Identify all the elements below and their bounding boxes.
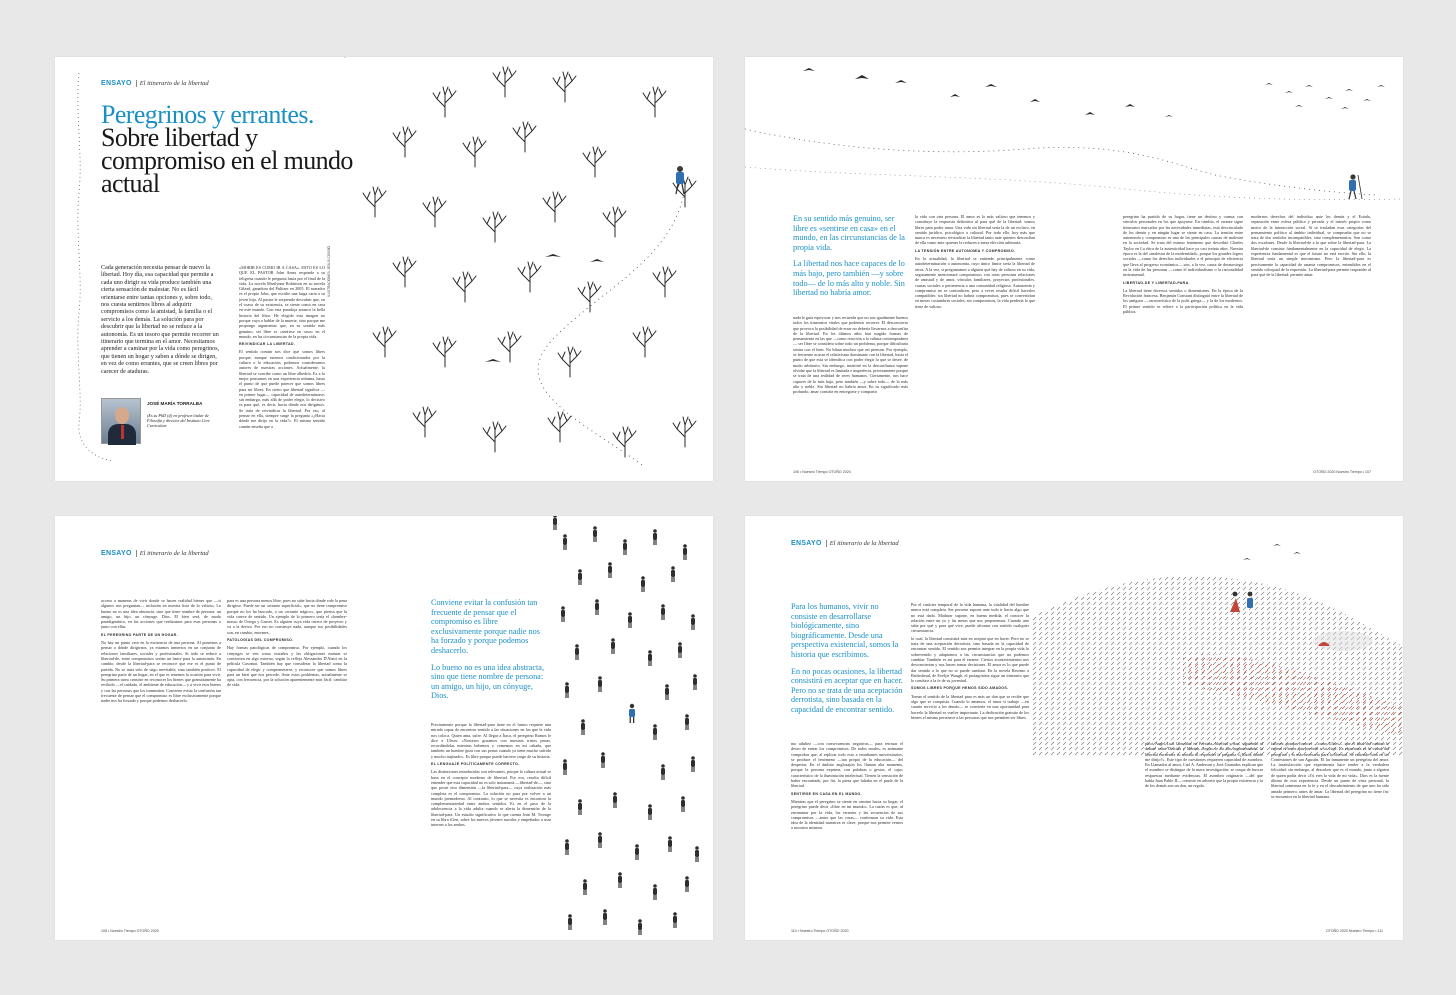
body-paragraph: La libertad tiene diversos sentidos o dimensiones. En la época de la Revolución francesa, Benjamin Constant distinguió entre la libertad de los antiguos —característica de la polis griega— y la de los modernos. El primer sentido se refiere a la participación política en la vida pública.: [1123, 287, 1243, 315]
body-column: [911, 602, 1029, 924]
folio-left: 108 • Nuestro Tiempo OTOÑO 2020: [101, 929, 159, 933]
walker-figure: [676, 166, 684, 194]
pull-quote: En su sentido más genuino, ser libre es «sentirse en casa» en el mundo, en las circunstancias de la propia vida.: [793, 214, 905, 252]
section-heading: REIVINDICAR LA LIBERTAD.: [239, 342, 296, 347]
body-column: plicó Ángel Luis González en Persona, libertad y don, siguiendo el debate entre Derrida y Marion. Según se ha ido argumentando, la libertad encuentra su sentido al responder la pregunta «¿Hacia dónde me dirijo?». Este tipo de cuestiones requieren capacidad de asombro. En Llamados al amor, Carl A. Anderson y José Granados explican que el asombro se distingue de la mera investigación: se ocupa de buscar respuestas mediante evidencias. El asombro originario —del que habla Juan Pablo II— consiste en advertir que la propia existencia y la de los demás son un don, un regalo.: [1145, 741, 1263, 789]
body-paragraph: mo adultez —con consecuencias negativas— para retrasar el deseo de entrar los compromisos. De todos modos, es animante comprobar que, al replicar todo esto a estudiantes universitarios, se produce el fenómeno —tan propio de la educación— del despertar. En el ámbito anglosajón los llaman aha moments, porque la persona exprima, con palabras o gestos, el «aja» característico de la iluminación intelectual. Tienen la sensación de haber encontrado, por fin, la pieza que faltaba en el puzle de la libertad.: [791, 741, 903, 789]
section-label: [791, 540, 899, 547]
body-paragraph: Tomar el sentido de la libertad para es más un don que se recibe que algo que se conquista. Cuando lo amamos, el amor sí trabajo —en cuanto servicio a los demás— se convierte en una oportunidad para hacerlo la libertad se vuelve importante. La dedicación gratuita de los bienes el mismo pertenece a las personas que nos permiten ser libres.: [911, 693, 1029, 720]
article-title: [101, 100, 361, 198]
section-subtitle: El itinerario de la libertad: [136, 550, 209, 557]
body-paragraph: para es una persona menos libre, pues no sabe hacia dónde vale la pena dirigirse. Puede ser un «errante superficial», que no tiene compromiso porque no los ha buscado, o un «errante trágico», que piensa que la vida carece de sentido. Un ejemplo de lo primero sería el «hombre-masa» de Ortega y Gasset. Es alguien cuya vida carece de proyecto y va a la deriva. Por eso no construye nada, aunque sus posibilidades son, en cambio, enormes.: [227, 598, 347, 635]
author-name: JOSÉ MARÍA TORRALBA: [147, 401, 203, 406]
pull-quote: Conviene evitar la confusión tan frecuente de pensar que el compromiso es libre exclusivamente porque nadie nos ha forzado y porque podemos deshacerlo.: [431, 598, 540, 655]
section-label: [101, 80, 209, 87]
body-paragraph: Por el carácter temporal de la vida humana, la vitalidad del hombre nunca está completa. Ser persona supone ante todo ir hacia algo que no está dado. Madurar supone, en buena medida, el conocer la relación entre un yo y las metas que nos proponemos. Cuando uno sabe por qué y para qué vive, puede afrontar con sentido cualquier circunstancia.: [911, 602, 1029, 634]
body-paragraph: Mientras que el peregrino se siente en camino hacia su hogar, el peregrino puede decir «libre en mi mundo». La razón es que, al encaminar por la vida, los errantes y las secuencias de sus compromisos —antes que las cosas— conforman su vida. Esta idea de la identidad narrativa es clave, porque nos permite vernos a nosotros mismos.: [791, 798, 903, 831]
body-column: [101, 598, 221, 924]
author-byline: [101, 398, 221, 448]
pull-quote: La libertad nos hace capaces de lo más bajo, pero también —y sobre todo— de lo más alto y noble. Sin libertad no habría amor.: [793, 259, 905, 298]
pull-quote: Para los humanos, vivir no consiste en desarrollarse biológicamente, sino biográficamente. Desde una perspectiva existencial, somos la historia que escribimos.: [791, 602, 899, 659]
section-subtitle: El itinerario de la libertad: [826, 540, 899, 547]
section-heading: SENTIRSE EN CASA EN EL MUNDO.: [791, 791, 862, 796]
pull-quotes: [793, 214, 911, 305]
lede-paragraph: Cada generación necesita pensar de nuevo la libertad. Hoy día, esa capacidad que permite a cada uno dirigir su vida produce también una cierta sensación de malestar. No es fácil orientarse entre tantas opciones y, sobre todo, nos cuesta sentirnos libres al adquirir compromisos como la amistad, la familia o el servicio a los demás. La solución para por descubrir que la libertad no se reduce a la autonomía. Es un tesoro que permite recorrer un itinerario que termina en el amor. Necesitamos aprender a caminar por la vida como peregrinos, que tienen un hogar y saben a dónde se dirigen, en vez de como errantes, que se creen libres por carecer de ataduras.: [101, 265, 220, 375]
body-paragraph: En la actualidad, la libertad se entiende principalmente como autodeterminación o autonomía, cuyo único límite sería la libertad de otros. A la vez, si preguntamos a alguien qué hay de valioso en su vida, seguramente mencionará compromisos con otras personas relaciones de amistad y de amor, vínculos familiares, proyectos profesionales, causas sociales o pertenencia a una comunidad religiosa. Autonomía y compromiso no se contradicen, pero a veces resulta difícil hacerlos compatibles: sin libertad no habría compromisos, pues se convertirían en meras costumbres sociales; sin compromisos, la vida perdería lo que tiene de valioso.: [915, 256, 1035, 309]
title-highlight: Peregrinos y errantes.: [101, 100, 314, 129]
body-paragraph: lo cual, la libertad consistirá más en aceptar que en hacer. Pero no se trata de una aceptación derrotista, sino basada en la capacidad de encontrar sentido. El sentido nos permite integrar en la propia vida lo sobrevenido y adaptarnos a las circunstancias que no podemos cambiar. También es así para el errante. Ciertos acontecimientos nos desconciertan y nos hacen tomar decisiones. El amor es lo que puede dar sentido a lo que no se puede cambiar. En la novela Retorno a Brideshead, de Evelyn Waugh, el protagonista sigue un itinerario que lo conduce a la fe de su juventud.: [911, 635, 1029, 684]
body-column: [1123, 214, 1243, 465]
spread-3: [55, 516, 713, 940]
body-paragraph: No hay un punto cero en la existencia de una persona. Al ponernos a pensar a dónde dirigirnos, ya estamos inmersos en un conjunto de relaciones familiares, sociales y profesionales. Si todo se reduce a libertad-de, entre compromisos serían un lastre para la autonomía. En cambio, desde la libertad-para se reconoce que ese es el punto de partida. No se trata solo de sitgo inevitable, sino también positivo. El peregrino parte de un hogar, en el que es tenemos la ocasión para vivir. Su primera tarea consiste en reconocer los bienes que granuitamente ha recibido —el cuidado, el ambiente de educación— y a vivir esos bienes y con las personas que los transmiten. Conviene evitar la confusión tan frecuente de pensar que el compromiso es libre exclusivamente porque nadie nos ha forzado y porque podemos deshacerlo.: [101, 640, 221, 704]
body-paragraph: la vida con otra persona. El amor es lo más valioso que tenemos y constituye la respuesta definitiva al para qué de la libertad: somos libres para poder amar. Una vida sin libertad sería la de un esclavo, en sentido jurídico, psicológico o cultural. Por todo ello, hoy más que nunca es necesario reivindicar la libertad tanto ante quienes desconfían de ella como ante quienes la reducen a mera elección arbitraria.: [915, 214, 1035, 246]
spread-1: [55, 57, 713, 481]
body-column: nada le guía equivocar y nos recuerda que no son igualmente buenos todos los itinerarios vitales que podemos recorrer. El desconcierto que provoca la posibilidad de errar no debería llevarnos a desconfiar de la libertad. En los últimos años han surgido formas de pensamiento en las que —como reacción a la cultura contemporánea— ser libre se considera sobre todo un problema, porque dificultaría sentar con el bien. No hiban muchos que asi piensan. Por ejemplo, se frecuente acusar el relativismo dominante con la libertad, hasta el punto de que esta se identifica con poder elegir lo que se desee, de modo arbitrario. Sin embargo, insisitiré en la desconfianza supone olvidar que la libertad es limitada e imperfecta, precisamente porque se trata de una realidad de seres humanos. Ciertamente, nos hace capaces de lo más bajo, pero también —y sobre todo— de lo más alto y noble. Sin libertad no habría amor. En su significado más profundo, amar consiste en entregarse y compartir: [793, 315, 908, 395]
illustration-credit: ILUSTRACIONES: JESÚS COSSÍO: [327, 245, 331, 297]
pull-quote: Lo bueno no es una idea abstracta, sino que tiene nombre de persona: un amigo, un hijo, un cónyuge, Dios.: [431, 662, 544, 701]
spread-4: [745, 516, 1403, 940]
trees-and-walker-illustration: [345, 57, 713, 481]
section-subtitle: El itinerario de la libertad: [136, 80, 209, 87]
section-heading: EL PEREGRINO PARTE DE UN HOGAR.: [101, 632, 178, 637]
folio-right: OTOÑO 2020 Nuestro Tiempo • 111: [1325, 929, 1383, 933]
body-paragraph: peregrino ha partido de su hogar, tiene un destino y cuenta con vínculos personales en los que apoyarse. En cambio, el errante sigue itinerarios marcados por las necesidades inmediatas, está desvinculado de los demás y en ningún lugar se siente en casa. La tensión entre autonomía y compromiso es una de las principales causas de malestar en la sociedad. Se trata del mismo fenómeno que describió Charles Taylor en La ética de la autenticidad hace ya casi treinta años. Nuestra época es la del «malestar de la modernidad», porque los grandes logros sociales —como los derechos individuales o el principio de eficiencia que lleva al progreso económico— son, a la vez, causa de desasosiego en la vida de las personas —como el individualismo o la racionalidad instrumental.: [1123, 214, 1243, 278]
folio-right: OTOÑO 2020 Nuestro Tiempo • 107: [1313, 470, 1371, 474]
field-illustration: [1033, 536, 1403, 756]
folio-left: 106 • Nuestro Tiempo OTOÑO 2020: [793, 470, 851, 474]
body-paragraph: Hay formas patológicas de compromiso. Por ejemplo, cuando los cónyuges se ven como extraños y las obligaciones mutuas se convierten en algo externo, según lo refleja Alessandro D'Alatri en la película Casomai. También hay que considerar la libertad como la capacidad de elegir y comprometerse, y reconocer que somos libres para un bien que nos precede. Ante estos problemas, actualmente se opta, con frecuencia, por la solución aparentemente más fácil: cambiar de vida.: [227, 645, 347, 688]
crowd-illustration: [555, 516, 705, 940]
section-heading: PATOLOGÍAS DEL COMPROMISO.: [227, 638, 294, 643]
section-heading: SOMOS LIBRES PORQUE HEMOS SIDO AMADOS.: [911, 686, 1009, 691]
body-column: [791, 741, 903, 924]
body-column: [239, 265, 325, 475]
body-column: [227, 598, 347, 924]
section-name: ENSAYO: [101, 550, 132, 557]
body-paragraph: acceso a maneras de vivir donde se hacen realidad bienes que —si algunos nos preguntan— incluirán en nuestra lista de lo valioso. Lo bueno no es una idea abstracta, sino que tiene nombre de persona: un amigo, un hijo, un cónyuge, Dios. El bien será, de modo paradigmático, en las acciones que realizamos para esas personas o junto con ellas.: [101, 598, 221, 630]
section-heading: LA TENSIÓN ENTRE AUTONOMÍA Y COMPROMISO.: [915, 248, 1016, 253]
body-column: fallecer, porque conocer —como Ulises— que el final del camino le espera el amor que percede a su viaje. La esperanza es la virtud del peregrino y la más necesaria para la libertad. Se entiende bien en las Confesiones de san Agustín. El lar inmanente un peregrino del amor. La insatisfacción que experimenta hace tender a la verdadera felicidad: sin embargo, al descubrir que es el mundo, junto a alguien de quien podía decir «Tú eres la vida de mi vida». Dios es la fuente última de esta experiencia. Desde un punto de vista personal, la libertad comienza en la fe y en el descubrimiento de que uno ha sido amado primero, antes de amar. La libertad del peregrino no tiene fin: se encuentra en la libertad humana.: [1271, 741, 1389, 799]
section-heading: LIBERTAD-DE Y LIBERTAD-PARA.: [1123, 280, 1190, 285]
section-name: ENSAYO: [101, 80, 132, 87]
section-name: ENSAYO: [791, 540, 822, 547]
pull-quote: En no pocas ocasiones, la libertad consistirá en aceptar que en hacer. Pero no se trata de una aceptación derrotista, sino basada en la capacidad de encontrar sentido.: [791, 666, 903, 714]
dotted-path-decoration: [73, 73, 85, 465]
walker-figure: [629, 704, 635, 723]
body-column: [431, 722, 551, 924]
body-column: [915, 214, 1035, 465]
body-paragraph: «MORIR ES COMO IR A CASA». ESTO ES LO QUE EL PASTOR John Ames responde a su feligresa cuando le pregunta hasta por el final de la vida. La novela Marilynne Robinson en su novela Gilead, ganadora del Pulitzer en 2005. El narrador es el propio John, que escribe una larga carta a su joven hijo. Al pastor le sorprende descubrir que, en el ocaso de su existencia, se siente como en casa en este mundo. Con esta paradoja arranca la bella historia del libro. He elegido esta imagen no porque vaya a hablar de la muerte, sino porque me propongo argumentar que, en su sentido más genuino, ser libre es «sentirse en casa» en el mundo, en las circunstancias de la propia vida.: [239, 265, 325, 339]
body-column: modernos derechos del individuo ante los demás y el Estado, separación entre esfera pública y privada y el interés propio como motor de la interacción social. Si se trasladan esas categorías del pensamiento político al ámbito individual, se comprueba que no se trata de dos sentidos incompatibles, sino complementarios. Son como dos escalones. Desde la libertad-de a la que sobre la libertad-para. La libertad-de consiste fundamentalmente en la capacidad de elegir. La experiencia fundamental es que el futuro no está escrito. Sin ello, la libertad sería un simple mecanismo. Pero la libertad-para es precisamente la capacidad de asumir compromisos, entendidos en el sentido coloquial de la expresión. La libertad-para permite responder al para qué de la libertad: permite amar.: [1251, 214, 1371, 278]
section-heading: EL LENGUAJE POLÍTICAMENTE CORRECTO.: [431, 762, 520, 767]
pull-quotes: [791, 602, 903, 722]
author-photo: [101, 398, 141, 444]
section-label: [101, 550, 209, 557]
title-rest: Sobre libertad y compromiso en el mundo actual: [101, 123, 353, 198]
body-paragraph: Precisamente porque la libertad-para tiene en el futuro requiere una mirada capaz de encontrar sentido a las situaciones en las que la vida nos coloca. Quien ama, sufre. Al llegar a Ítaca, el peregrino Ramos le dice a Ulises: «Nosotros gozamos con nuestras tristes penas, recordándolas mientras bebemos y comemos en mi cabaña, que también un hombre goza con sus penas cuando ya tiene mucho sufrido y mucho trajinado». Es libre porque puede hacerse cargo de su historia.: [431, 722, 551, 759]
body-paragraph: Las distinciones introducidas son relevantes, porque la cultura actual se basa en el concepto moderno de libertad. Por eso, resulta difícil entender que esta capacidad no es solo autonomía —libertad-de—, sino que posee otra dimensión —la libertad-para— cuya realización más completa es el compromiso. La solución no pasa por volver a un mundo premoderno. Al contrario, lo que se necesita es encontrar la complementariedad entre ambos sentidos. Es en el paso de la adolescencia a la vida adulta cuando se alerta la dimensión de la libertad-para. Un estudio significativo lo que cuenta Jean M. Twenge en su libro iGen, sobre los nuevos jóvenes nacidos y empeñados a usar internet a los ambos.: [431, 769, 551, 828]
walker-figure: [1349, 174, 1362, 199]
body-paragraph: El sentido común nos dice que somos libres porque, aunque estemos condicionados por la cultura o la educación, podemos considerarnos autores de nuestras acciones. Actualmente, la libertad se concibe como un libre albedrío. Es a lo mejor pensamos en una experiencia mínima, hasta el punto de que puede parecer que somos libres para ser libres. En cierto que libertad significa —en primer lugar— capacidad de autodeterminarse; sin embargo, más allá de poder elegir, lo decisivo es para qué, es decir, hacia dónde nos dirigimos. Se trata de reivindicar la libertad. Por eso, al pensar en ella, siempre surge la pregunta «¿Hacia dónde me dirijo en la vida?». El mismo sentido común enseña que a: [239, 349, 325, 429]
tree-illustration: [345, 57, 713, 481]
pull-quotes: [431, 598, 549, 708]
spread-2: [745, 57, 1403, 481]
folio-left: 110 • Nuestro Tiempo OTOÑO 2020: [791, 929, 849, 933]
author-description: (Es su PhD (tf) en profesor titular de Filosofía y director del Instituto Core Curriculum: [147, 413, 210, 429]
spread-1-left-page: [55, 57, 384, 481]
birds-and-walker-illustration: [745, 57, 1403, 217]
